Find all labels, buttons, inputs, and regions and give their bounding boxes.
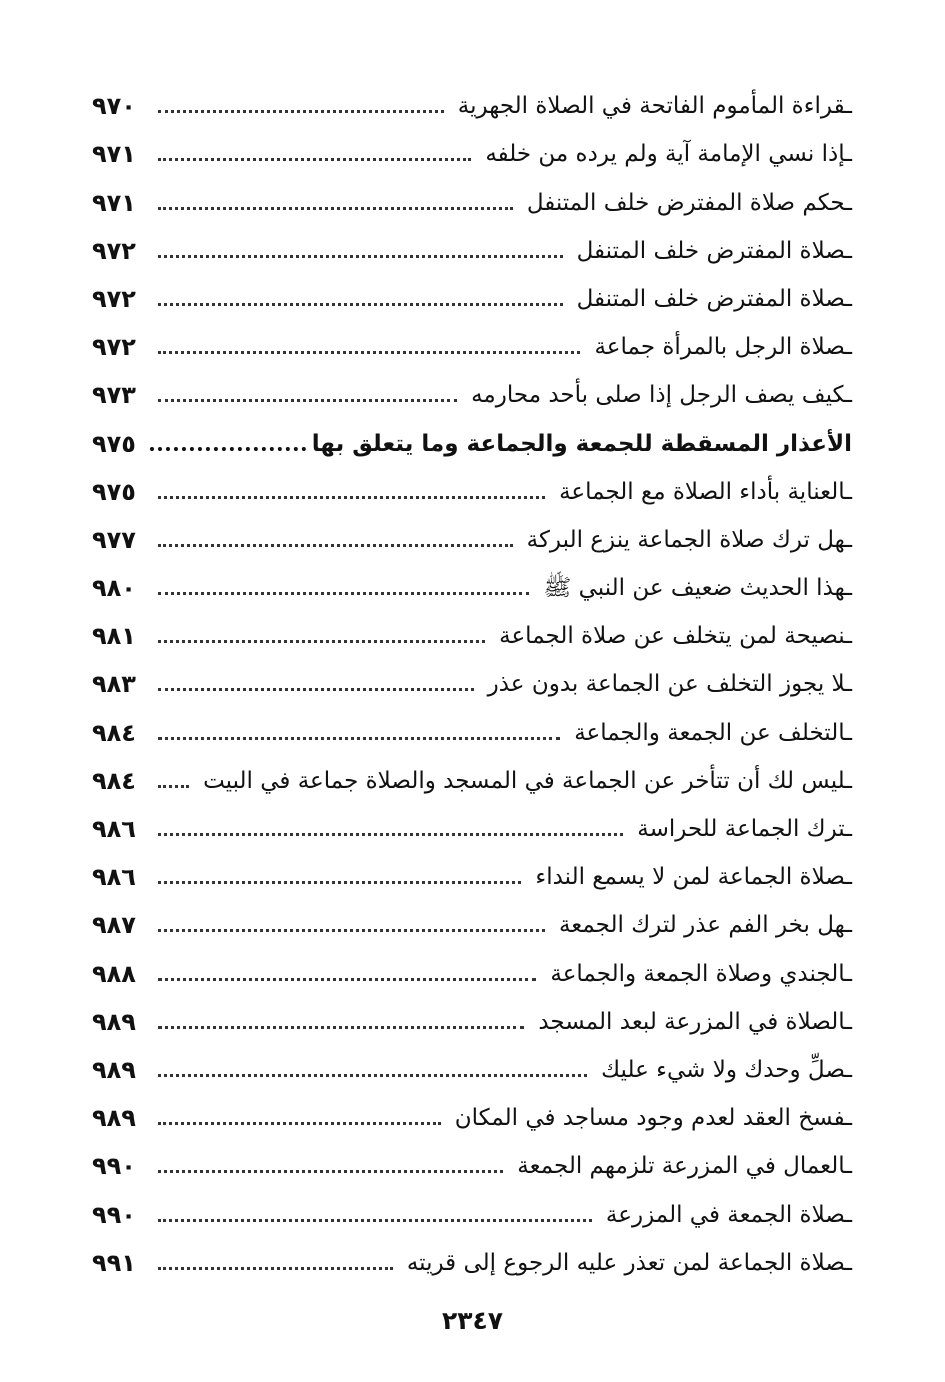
toc-entry-page-number: ٩٧٥ — [92, 477, 136, 506]
toc-entry-page-number: ٩٩٠ — [92, 1152, 136, 1181]
toc-entry-page-number: ٩٩١ — [92, 1248, 136, 1277]
dot-leader — [150, 447, 306, 451]
dot-leader — [158, 1074, 587, 1077]
dot-leader — [158, 1170, 503, 1173]
toc-entry-page-number: ٩٧٣ — [92, 381, 136, 410]
dot-leader — [158, 207, 513, 210]
toc-entry-page-number: ٩٨٦ — [92, 863, 136, 892]
toc-entry — [92, 801, 852, 849]
toc-section-heading — [92, 415, 852, 463]
toc-entry — [92, 704, 852, 752]
toc-entry-title: ـهل بخر الفم عذر لترك الجمعة — [558, 912, 852, 939]
toc-entry-page-number: ٩٨٧ — [92, 911, 136, 940]
toc-entry — [92, 994, 852, 1042]
toc-entry — [92, 1235, 852, 1283]
toc-entry-title: ـالعناية بأداء الصلاة مع الجماعة — [559, 478, 852, 505]
toc-entry-title: ـصلاة الرجل بالمرأة جماعة — [594, 334, 852, 361]
toc-entry-title: ـلا يجوز التخلف عن الجماعة بدون عذر — [487, 671, 852, 698]
toc-entry — [92, 656, 852, 704]
dot-leader — [158, 737, 560, 740]
toc-entry-title: ـهذا الحديث ضعيف عن النبي ﷺ — [543, 575, 852, 602]
dot-leader — [158, 351, 580, 354]
toc-entry — [92, 271, 852, 319]
toc-entry — [92, 753, 852, 801]
toc-entry-title: ـإذا نسي الإمامة آية ولم يرده من خلفه — [485, 141, 852, 168]
toc-entry — [92, 1042, 852, 1090]
toc-entry — [92, 223, 852, 271]
toc-entry-page-number: ٩٨٠ — [92, 574, 136, 603]
toc-entry-title: ـالصلاة في المزرعة لبعد المسجد — [538, 1008, 852, 1035]
toc-entry-title: ـقراءة المأموم الفاتحة في الصلاة الجهرية — [457, 93, 852, 120]
toc-entry-page-number: ٩٨٩ — [92, 1104, 136, 1133]
toc-entry-page-number: ٩٧٥ — [92, 429, 136, 458]
toc-entry-title: ـصلاة المفترض خلف المتنفل — [576, 237, 852, 264]
toc-entry-page-number: ٩٩٠ — [92, 1200, 136, 1229]
toc-entry — [92, 608, 852, 656]
dot-leader — [158, 785, 189, 788]
toc-entry — [92, 367, 852, 415]
toc-entry — [92, 464, 852, 512]
toc-entry — [92, 945, 852, 993]
dot-leader — [158, 1267, 393, 1270]
toc-entry-title: ـحكم صلاة المفترض خلف المتنفل — [526, 189, 852, 216]
toc-entry — [92, 126, 852, 174]
toc-entry-page-number: ٩٧١ — [92, 188, 136, 217]
dot-leader — [158, 688, 474, 691]
toc-entry-title: ـالجندي وصلاة الجمعة والجماعة — [550, 960, 852, 987]
toc-entry-title: ـصلاة الجمعة في المزرعة — [605, 1201, 852, 1228]
dot-leader — [158, 255, 563, 258]
dot-leader — [158, 158, 471, 161]
toc-entry — [92, 560, 852, 608]
dot-leader — [158, 978, 536, 981]
dot-leader — [158, 1122, 441, 1125]
toc-entry-page-number: ٩٨١ — [92, 622, 136, 651]
toc-entry-page-number: ٩٨٨ — [92, 959, 136, 988]
toc-entry — [92, 849, 852, 897]
page-number: ٢٣٤٧ — [441, 1306, 504, 1335]
dot-leader — [158, 110, 444, 113]
toc-entry-title: ـهل ترك صلاة الجماعة ينزع البركة — [526, 526, 852, 553]
toc-entry-page-number: ٩٧٧ — [92, 525, 136, 554]
toc-entry-title: ـكيف يصف الرجل إذا صلى بأحد محارمه — [471, 382, 852, 409]
toc-entry — [92, 319, 852, 367]
toc-entry-title: الأعذار المسقطة للجمعة والجماعة وما يتعلق بها — [311, 430, 852, 457]
toc-entry-page-number: ٩٨٦ — [92, 815, 136, 843]
toc-entry — [92, 1090, 852, 1138]
dot-leader — [158, 929, 545, 932]
toc-entry-page-number: ٩٨٤ — [92, 718, 136, 747]
toc-entry-title: ـترك الجماعة للحراسة — [637, 816, 852, 842]
dot-leader — [158, 399, 457, 402]
toc-entry-title: ـليس لك أن تتأخر عن الجماعة في المسجد والصلاة جماعة في البيت — [203, 767, 852, 794]
toc-entry-page-number: ٩٨٩ — [92, 1007, 136, 1036]
toc-entry-title: ـالعمال في المزرعة تلزمهم الجمعة — [517, 1153, 852, 1180]
dot-leader — [158, 544, 513, 547]
dot-leader — [158, 881, 521, 884]
toc-entry — [92, 1138, 852, 1186]
dot-leader — [158, 496, 545, 499]
toc-entry — [92, 174, 852, 222]
table-of-contents — [92, 78, 852, 1283]
dot-leader — [158, 592, 529, 595]
toc-entry-page-number: ٩٨٩ — [92, 1055, 136, 1084]
toc-entry — [92, 78, 852, 126]
toc-entry-page-number: ٩٧١ — [92, 140, 136, 169]
toc-entry-page-number: ٩٨٣ — [92, 670, 136, 699]
toc-entry-title: ـصلاة الجماعة لمن تعذر عليه الرجوع إلى قريته — [406, 1249, 852, 1276]
dot-leader — [158, 1219, 592, 1222]
toc-entry-title: ـصلاة الجماعة لمن لا يسمع النداء — [535, 864, 852, 891]
toc-entry-title: ـصلِّ وحدك ولا شيء عليك — [601, 1056, 852, 1083]
toc-entry-title: ـالتخلف عن الجمعة والجماعة — [574, 719, 852, 746]
dot-leader — [158, 833, 623, 836]
dot-leader — [158, 303, 563, 306]
toc-entry — [92, 1186, 852, 1234]
toc-entry-page-number: ٩٧٢ — [92, 236, 136, 265]
toc-entry — [92, 897, 852, 945]
toc-entry-page-number: ٩٧٢ — [92, 333, 136, 362]
toc-entry-title: ـنصيحة لمن يتخلف عن صلاة الجماعة — [499, 623, 852, 650]
dot-leader — [158, 640, 485, 643]
toc-entry-page-number: ٩٨٤ — [92, 766, 136, 795]
dot-leader — [158, 1026, 524, 1029]
toc-entry-page-number: ٩٧٠ — [92, 92, 136, 121]
toc-entry — [92, 512, 852, 560]
toc-entry-title: ـفسخ العقد لعدم وجود مساجد في المكان — [454, 1105, 852, 1132]
toc-entry-title: ـصلاة المفترض خلف المتنفل — [576, 285, 852, 312]
toc-entry-page-number: ٩٧٢ — [92, 284, 136, 313]
